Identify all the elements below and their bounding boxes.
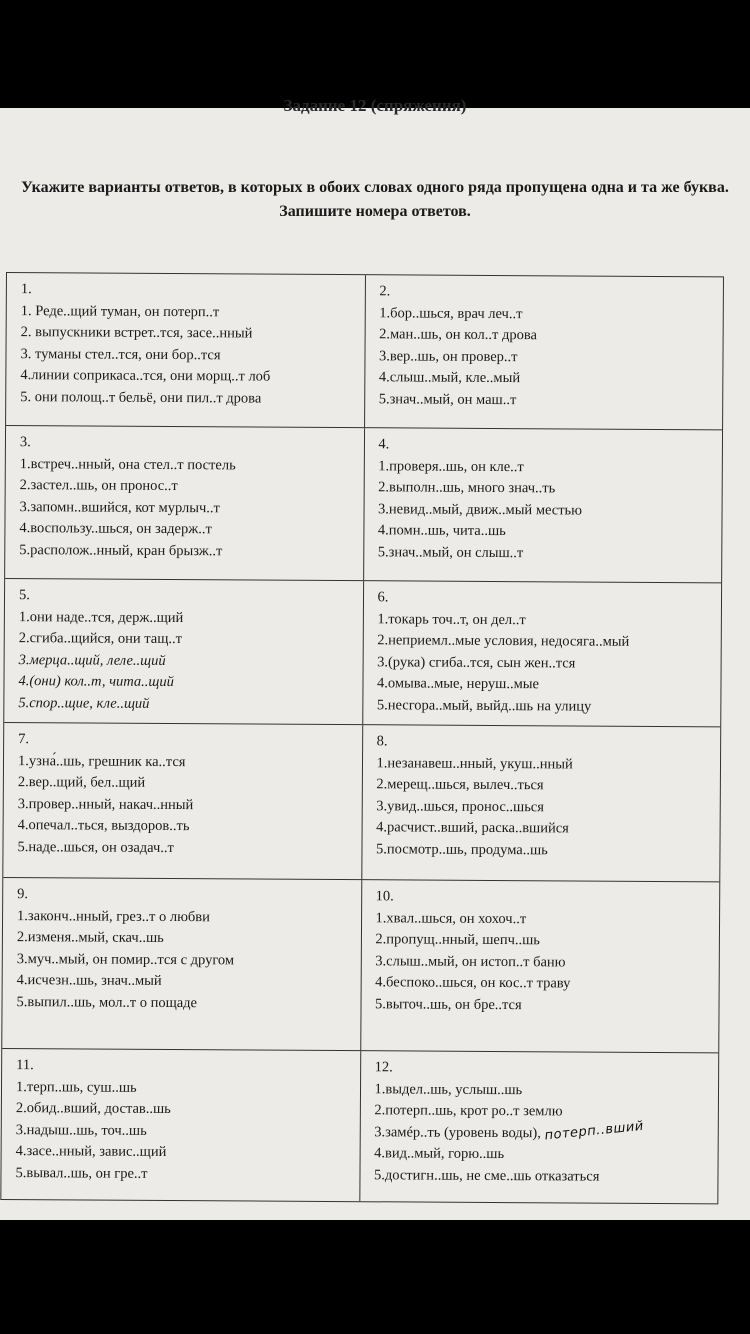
- answer-line: 5.вывал..шь, он гре..т: [15, 1164, 148, 1182]
- exercise-cell-9: [2, 878, 361, 1050]
- answer-line: 5.выпил..шь, мол..т о пощаде: [16, 993, 198, 1011]
- answer-line: 2.мерещ..шься, вылеч..ться: [376, 776, 544, 794]
- table-row: [4, 578, 721, 726]
- page-title: Задание 12 (спряжения): [283, 96, 467, 115]
- table-row: [6, 273, 723, 429]
- cell-number: 9.: [17, 886, 29, 903]
- instruction-text: Укажите варианты ответов, в которых в обоих словах одного ряда пропущена одна и та же буква. Запишите номера ответов.: [21, 179, 729, 220]
- exercise-cell-11: [1, 1049, 359, 1201]
- exercise-cell-8: [361, 725, 720, 881]
- answer-line: 1.терп..шь, суш..шь: [15, 1078, 137, 1096]
- answer-line: 2.ман..шь, он кол..т дрова: [379, 326, 538, 344]
- table-row: [5, 425, 722, 582]
- exercise-cell-5: [4, 579, 362, 724]
- answer-line-text: 3.замéр..ть (уровень воды),: [374, 1123, 541, 1141]
- answer-line: 1.законч..нный, грез..т о любви: [17, 907, 210, 925]
- answer-line: 4.(они) кол..т, чита..щий: [18, 673, 174, 691]
- answer-line: 1.бор..шься, врач леч..т: [379, 304, 523, 322]
- exercise-cell-3: [5, 426, 363, 580]
- answer-line: 5.посмотр..шь, продума..шь: [375, 840, 548, 858]
- table-row: [3, 722, 720, 881]
- answer-line: 5.выточ..шь, он бре..тся: [374, 995, 522, 1013]
- answer-line: 1.выдел..шь, услыш..шь: [374, 1080, 523, 1098]
- answer-line: 2.сгиба..щийся, они тащ..т: [18, 630, 183, 648]
- answer-line: 2.неприемл..мые условия, недосяга..мый: [377, 632, 630, 650]
- answer-line: 3.муч..мый, он помир..тся с другом: [16, 950, 235, 968]
- cell-number: 4.: [378, 436, 390, 453]
- answer-line: 3.слыш..мый, он истоп..т баню: [375, 952, 566, 970]
- answer-line: 4.опечал..ться, выздоров..ть: [17, 817, 190, 835]
- cell-number: 1.: [20, 281, 32, 298]
- answer-line: 5.располож..нный, кран брызж..т: [19, 541, 223, 559]
- cell-number: 3.: [19, 434, 31, 451]
- cell-number: 10.: [375, 888, 394, 905]
- cell-number: 12.: [374, 1059, 393, 1076]
- answer-line: 1.узна́..шь, грешник ка..тся: [17, 752, 186, 770]
- handwritten-note: потерп..вший: [543, 1118, 645, 1143]
- table-row: [1, 1048, 718, 1203]
- answer-line: 3.вер..шь, он провер..т: [378, 347, 518, 365]
- cell-number: 5.: [18, 587, 30, 604]
- answer-line: 1. Реде..щий туман, он потерп..т: [20, 302, 220, 320]
- exercise-cell-4: [363, 428, 722, 582]
- exercise-cell-12: [359, 1051, 718, 1203]
- answer-line: 4.беспоко..шься, он кос..т траву: [375, 974, 571, 992]
- exercise-cell-10: [360, 880, 720, 1052]
- answer-line: 2.пропущ..нный, шепч..шь: [375, 931, 540, 949]
- answer-line: 2.изменя..мый, скач..шь: [16, 929, 164, 946]
- exercise-table: [0, 272, 724, 1204]
- answer-line: 2.обид..вший, достав..шь: [15, 1100, 171, 1118]
- answer-line: 4.исчезн..шь, знач..мый: [16, 972, 162, 989]
- answer-line: 1.токарь точ..т, он дел..т: [377, 610, 526, 628]
- answer-line: 5.несгора..мый, выйд..шь на улицу: [376, 696, 592, 715]
- answer-line: 1.незанавеш..нный, укуш..нный: [376, 754, 573, 772]
- answer-line: 2. выпускники встрет..тся, засе..нный: [20, 324, 253, 342]
- answer-line: 3.невид..мый, движ..мый местью: [378, 500, 583, 519]
- answer-line: 4.воспользу..шься, он задерж..т: [19, 520, 212, 538]
- cell-number: 11.: [16, 1057, 34, 1074]
- answer-line: 4.засе..нный, завис..щий: [15, 1143, 167, 1160]
- answer-line: 1.хвал..шься, он хохоч..т: [375, 909, 527, 927]
- answer-line: 5.знач..мый, он маш..т: [378, 390, 517, 408]
- answer-line: 4.линии соприкаса..тся, они морщ..т лоб: [20, 367, 271, 385]
- cell-number: 8.: [376, 733, 388, 750]
- answer-line: 4.помн..шь, чита..шь: [377, 522, 506, 540]
- cell-number: 7.: [18, 731, 30, 748]
- answer-line: 1.проверя..шь, он кле..т: [378, 457, 524, 475]
- answer-line: 3.мерца..щий, леле..щий: [18, 651, 166, 669]
- answer-line: 4.расчист..вший, раска..вшийся: [376, 819, 569, 837]
- answer-line: 2.вер..щий, бел..щий: [17, 774, 146, 791]
- answer-line: 4.слыш..мый, кле..мый: [378, 369, 521, 387]
- exercise-cell-2: [364, 275, 723, 429]
- table-row: [2, 877, 719, 1052]
- exercise-cell-6: [362, 581, 721, 726]
- answer-line: 5.знач..мый, он слыш..т: [377, 543, 524, 561]
- answer-line: 4.омыва..мые, неруш..мые: [376, 675, 540, 693]
- answer-line: 4.вид..мый, горю..шь: [374, 1145, 505, 1163]
- answer-line: 1.они наде..тся, держ..щий: [18, 608, 184, 626]
- answer-line: 3.надыш..шь, точ..шь: [15, 1121, 147, 1139]
- answer-line: 5.наде..шься, он озадач..т: [17, 838, 174, 856]
- answer-line: 5.спор..щие, кле..щий: [18, 694, 150, 712]
- answer-line: 5. они полощ..т бельё, они пил..т дрова: [20, 388, 262, 407]
- answer-line: 3.(рука) сгиба..тся, сын жен..тся: [377, 653, 576, 671]
- answer-line: 2.потерп..шь, крот ро..т землю: [374, 1102, 563, 1120]
- answer-line-with-note: [374, 1118, 710, 1146]
- answer-line: 2.выполн..шь, много знач..ть: [378, 479, 556, 497]
- answer-line: 1.встреч..нный, она стел..т постель: [19, 455, 236, 473]
- exercise-cell-7: [3, 723, 361, 879]
- cell-number: 6.: [377, 589, 389, 606]
- cell-number: 2.: [379, 283, 391, 300]
- answer-line: 3.увид..шься, пронос..шься: [376, 797, 544, 815]
- exercise-cell-1: [6, 273, 364, 427]
- answer-line: 3.запомн..вшийся, кот мурлыч..т: [19, 498, 220, 516]
- answer-line: 3.провер..нный, накач..нный: [17, 795, 194, 813]
- answer-line: 3. туманы стел..тся, они бор..тся: [20, 345, 221, 363]
- answer-line: 5.достигн..шь, не сме..шь отказаться: [373, 1166, 600, 1185]
- answer-line: 2.застел..шь, он пронос..т: [19, 477, 178, 495]
- worksheet-paper: [0, 96, 750, 1220]
